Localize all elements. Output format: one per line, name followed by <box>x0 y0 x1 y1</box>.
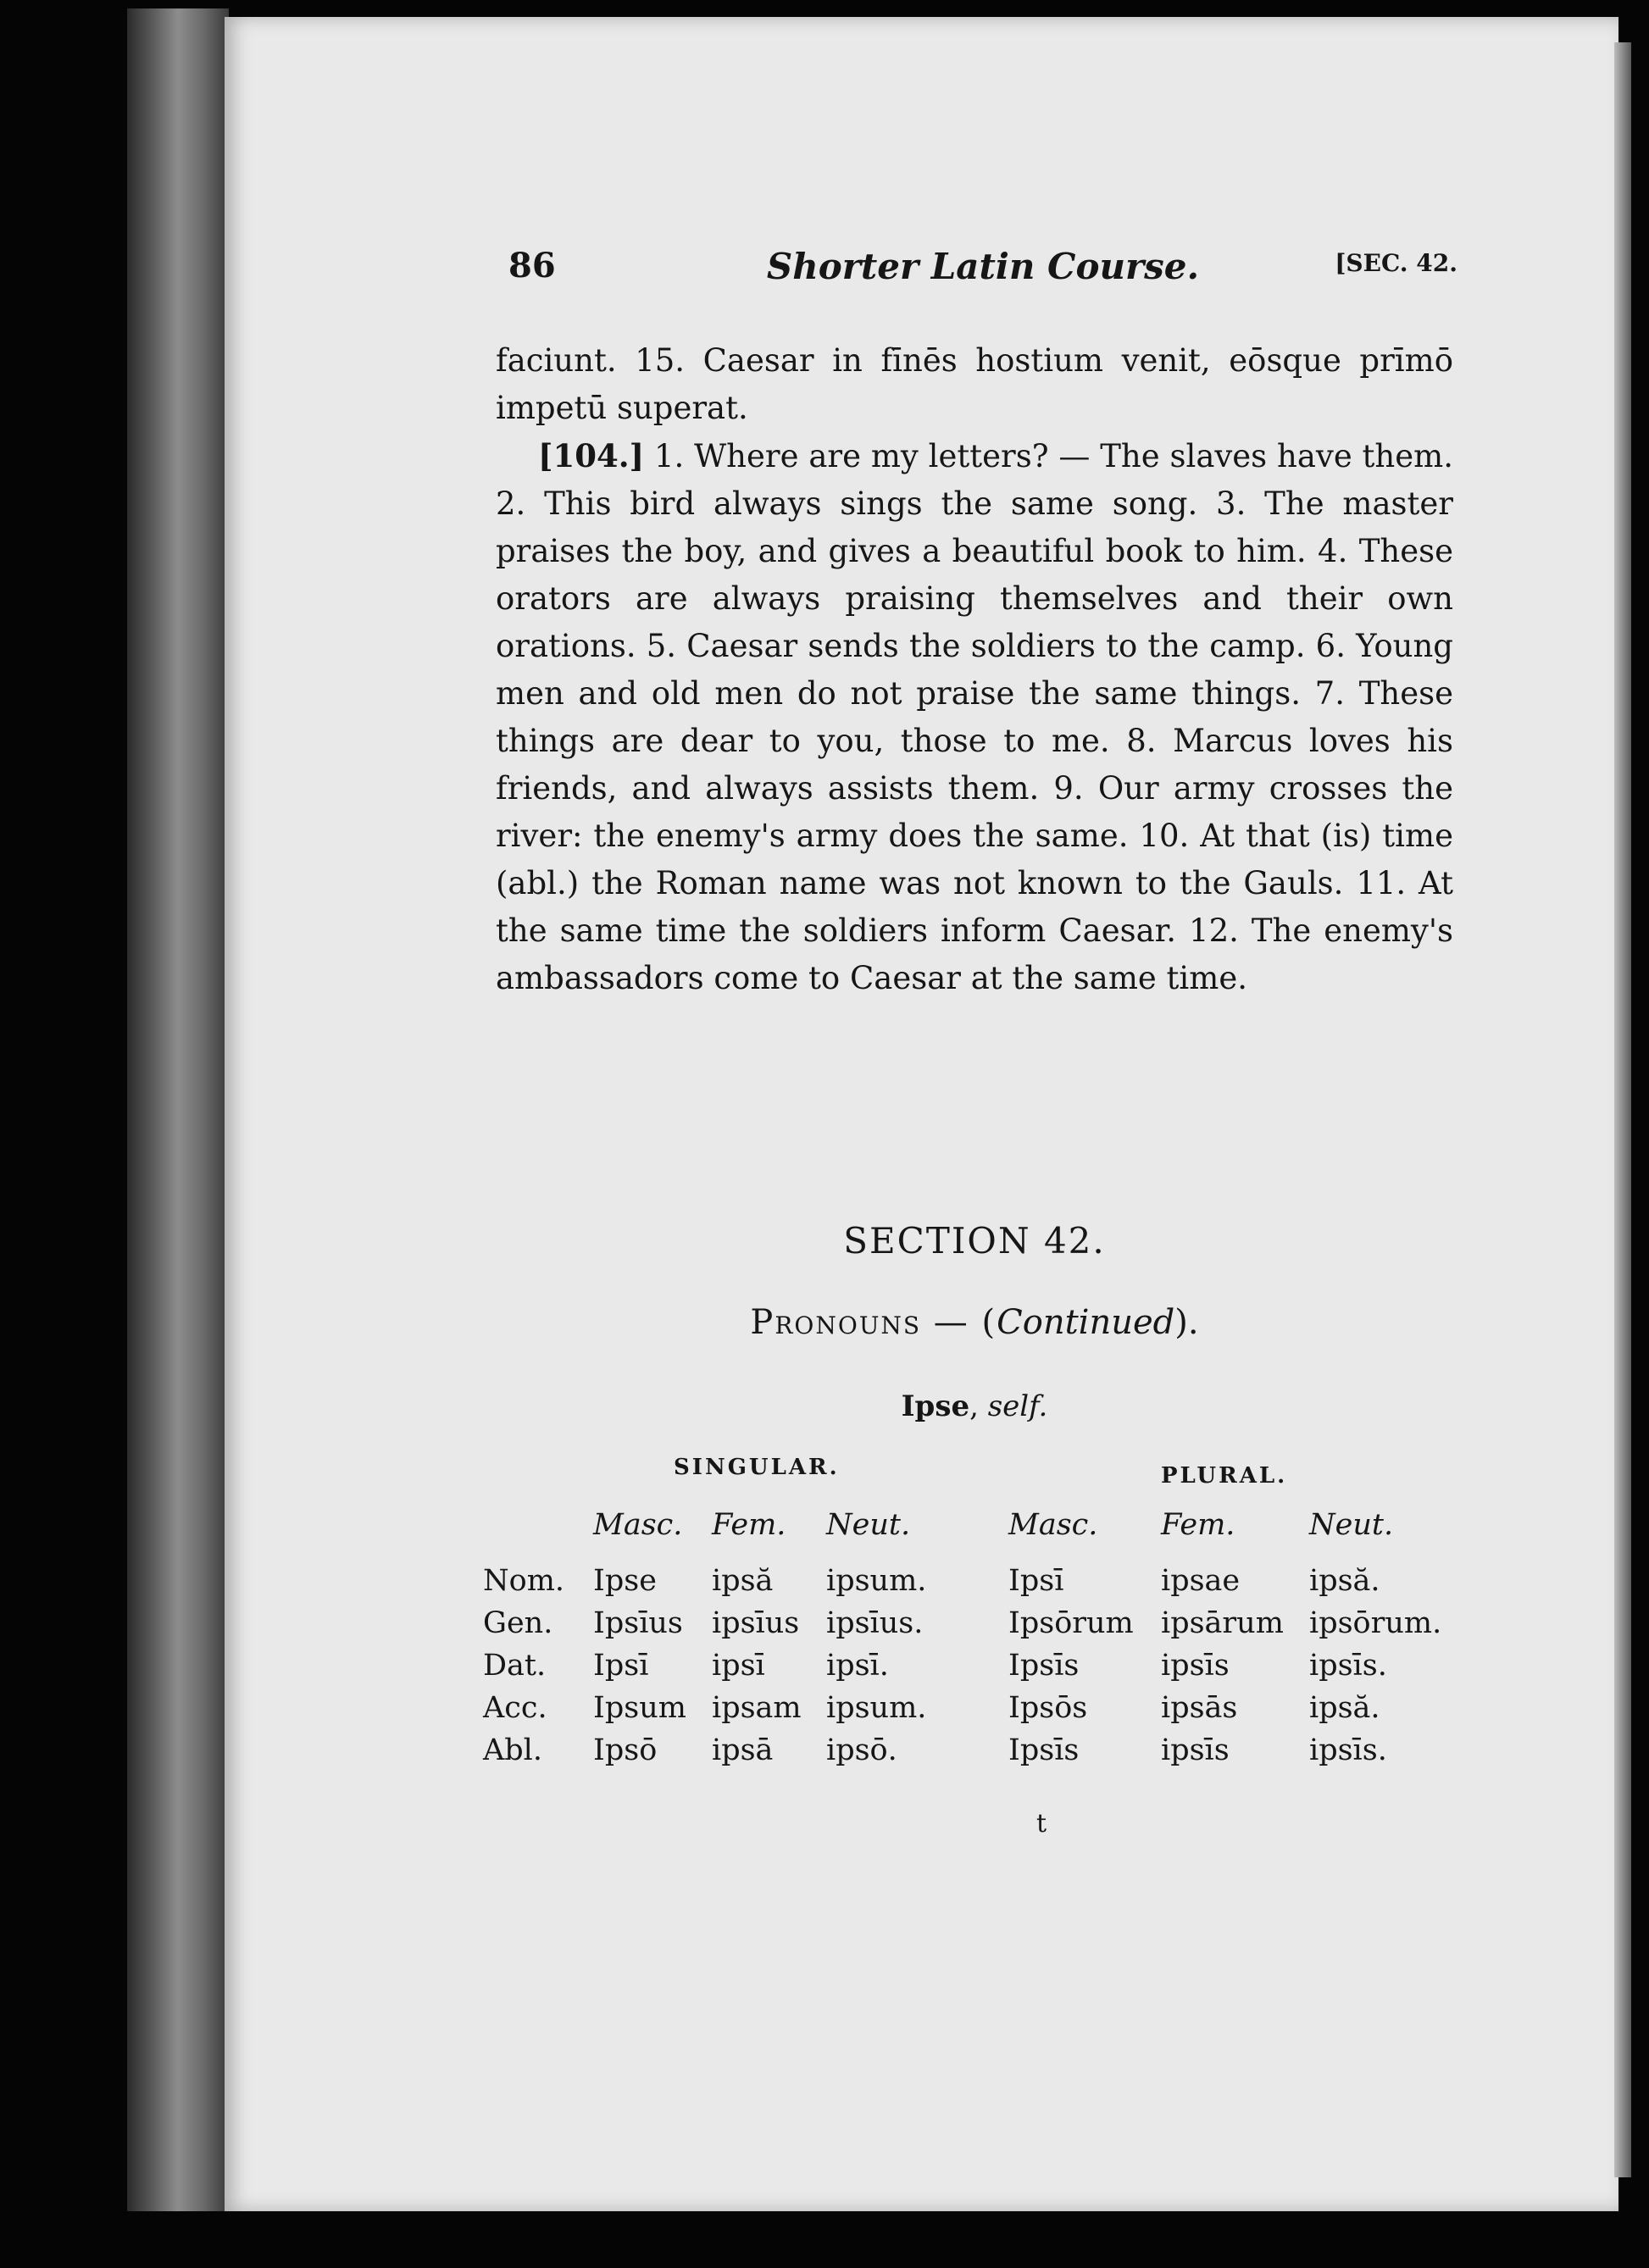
form-cell: ipsă. <box>1309 1564 1380 1598</box>
paragraph-number: [104.] <box>538 437 645 474</box>
form-cell: ipsī <box>712 1649 765 1683</box>
form-cell: ipsārum <box>1161 1606 1284 1640</box>
gender-header: Neut. <box>826 1508 911 1542</box>
form-cell: ipsīs <box>1161 1649 1230 1683</box>
gender-header: Masc. <box>593 1508 683 1542</box>
paragraph-text: 1. Where are my letters? — The slaves have them. 2. This bird always sings the same song. 3. The master praises the boy, and gives a beautiful book to him. 4. These orators are always praising themselves and their own orations. 5. Caesar sends the soldiers to the camp. 6. Young men and old men do not praise the same things. 7. These things are dear to you, those to me. 8. Marcus loves his friends, and always assists them. 9. Our army crosses the river: the enemy's army does the same. 10. At that (is) time (abl.) the Roman name was not known to the Gauls. 11. At the same time the soldiers inform Caesar. 12. The enemy's ambassadors come to Caesar at the same time. <box>496 438 1454 996</box>
pronoun-word: Ipse <box>901 1389 970 1423</box>
form-cell: Ipsīus <box>593 1606 683 1640</box>
table-row <box>483 1729 1441 1772</box>
paragraph-text: faciunt. 15. Caesar in fīnēs hostium venit, eōsque prīmō impetū superat. <box>496 342 1453 426</box>
form-cell: ipsum. <box>826 1564 927 1598</box>
gender-header: Neut. <box>1309 1508 1394 1542</box>
form-cell: ipsīs <box>1161 1733 1230 1767</box>
form-cell: Ipse <box>593 1564 657 1598</box>
plural-label: PLURAL. <box>1161 1463 1288 1489</box>
form-cell: ipsă <box>712 1564 774 1598</box>
form-cell: ipsam <box>712 1691 802 1725</box>
form-cell: ipsum. <box>826 1691 927 1725</box>
form-cell: Ipsī <box>1008 1564 1064 1598</box>
form-cell: ipsī. <box>826 1649 889 1683</box>
singular-label: SINGULAR. <box>674 1455 840 1480</box>
running-title: Shorter Latin Course. <box>766 246 1200 287</box>
page-edge <box>1614 42 1631 2177</box>
form-cell: ipsās <box>1161 1691 1238 1725</box>
table-row <box>483 1687 1441 1729</box>
exercise-text <box>496 337 1453 1002</box>
form-cell: ipsōrum. <box>1309 1606 1442 1640</box>
case-label: Gen. <box>483 1606 553 1640</box>
page-header <box>508 246 1457 305</box>
case-label: Dat. <box>483 1649 547 1683</box>
paragraph-104 <box>496 432 1453 1002</box>
case-label: Nom. <box>483 1564 565 1598</box>
paragraph-continuation <box>496 337 1453 432</box>
book-binding <box>127 8 229 2211</box>
table-row <box>483 1560 1441 1602</box>
pronoun-heading <box>491 1389 1457 1423</box>
form-cell: ipsā <box>712 1733 774 1767</box>
subtitle-emphasis: Continued <box>997 1303 1175 1342</box>
table-row <box>483 1644 1441 1687</box>
footer-mark: t <box>1036 1809 1047 1838</box>
case-label: Acc. <box>483 1691 547 1725</box>
form-cell: ipsīus <box>712 1606 800 1640</box>
form-cell: Ipsīs <box>1008 1649 1080 1683</box>
form-cell: ipsīs. <box>1309 1733 1387 1767</box>
gender-header: Masc. <box>1008 1508 1098 1542</box>
section-subtitle <box>491 1303 1457 1342</box>
form-cell: ipsae <box>1161 1564 1241 1598</box>
gender-header: Fem. <box>1161 1508 1235 1542</box>
form-cell: ipsīs. <box>1309 1649 1387 1683</box>
form-cell: Ipsōs <box>1008 1691 1088 1725</box>
form-cell: ipsă. <box>1309 1691 1380 1725</box>
table-row <box>483 1602 1441 1644</box>
form-cell: Ipsīs <box>1008 1733 1080 1767</box>
declension-table <box>483 1504 1441 1772</box>
form-cell: Ipsōrum <box>1008 1606 1134 1640</box>
case-label: Abl. <box>483 1733 542 1767</box>
subtitle-suffix: ). <box>1174 1303 1199 1342</box>
section-reference: [SEC. 42. <box>1335 249 1457 277</box>
form-cell: ipsīus. <box>826 1606 924 1640</box>
form-cell: ipsō. <box>826 1733 897 1767</box>
section-title: SECTION 42. <box>843 1220 1106 1262</box>
form-cell: Ipsō <box>593 1733 658 1767</box>
pronoun-gloss: self. <box>987 1389 1048 1423</box>
form-cell: Ipsī <box>593 1649 649 1683</box>
case-column-header <box>483 1504 593 1560</box>
form-cell: Ipsum <box>593 1691 686 1725</box>
pronoun-separator: , <box>969 1389 988 1423</box>
page-number: 86 <box>508 246 556 286</box>
subtitle-prefix: Pronouns — ( <box>750 1303 997 1342</box>
gender-header: Fem. <box>712 1508 786 1542</box>
gender-header-row <box>483 1504 1441 1560</box>
